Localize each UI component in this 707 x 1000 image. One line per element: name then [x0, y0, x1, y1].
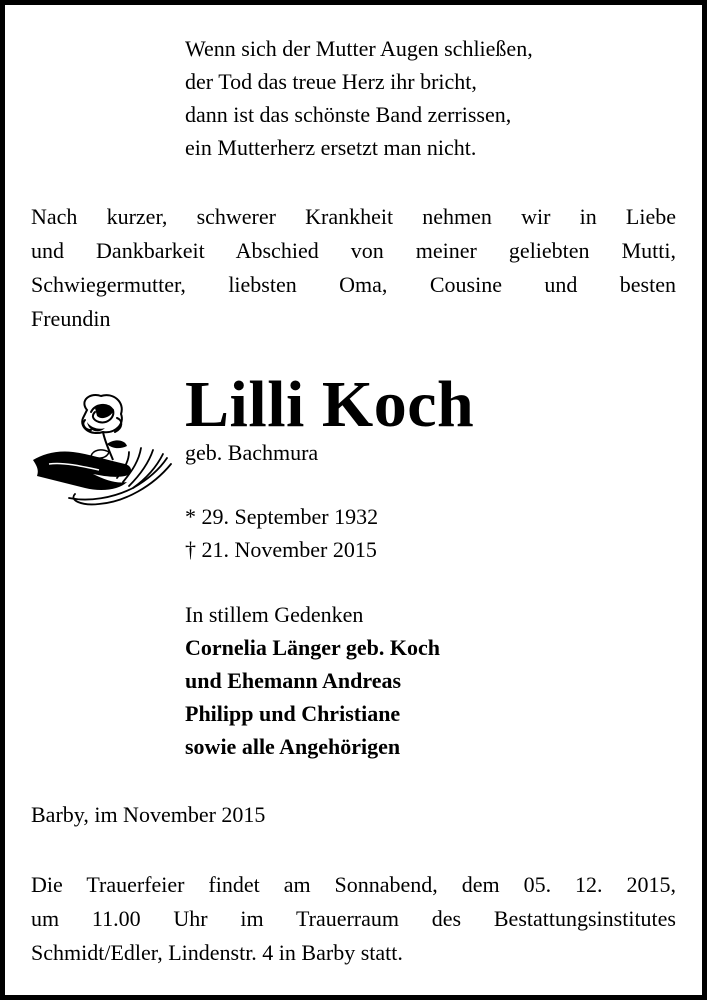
place-and-date: Barby, im November 2015	[31, 802, 266, 827]
birth-date: * 29. September 1932	[185, 504, 379, 529]
intro-line: Schwiegermutter, liebsten Oma, Cousine und besten	[31, 272, 676, 297]
service-line: um 11.00 Uhr im Trauerraum des Bestattungsinstitutes	[31, 906, 676, 931]
funeral-service-info	[31, 868, 676, 970]
intro-text	[31, 200, 676, 336]
mourner-line: und Ehemann Andreas	[185, 668, 402, 693]
mourner-line: sowie alle Angehörigen	[185, 734, 401, 759]
poem-line: dann ist das schönste Band zerrissen,	[185, 102, 512, 127]
mourners-heading: In stillem Gedenken	[185, 602, 364, 627]
service-line: Die Trauerfeier findet am Sonnabend, dem 05. 12. 2015,	[31, 872, 676, 897]
memorial-poem	[185, 32, 533, 164]
life-dates	[185, 500, 378, 566]
poem-line: ein Mutterherz ersetzt man nicht.	[185, 135, 477, 160]
service-line: Schmidt/Edler, Lindenstr. 4 in Barby statt.	[31, 940, 403, 965]
mourner-line: Philipp und Christiane	[185, 701, 401, 726]
maiden-name: geb. Bachmura	[185, 440, 319, 465]
death-date: † 21. November 2015	[185, 537, 377, 562]
intro-line: Nach kurzer, schwerer Krankheit nehmen wir in Liebe	[31, 204, 676, 229]
mourner-line: Cornelia Länger geb. Koch	[185, 635, 441, 660]
mourners-block	[185, 598, 440, 763]
poem-line: Wenn sich der Mutter Augen schließen,	[185, 36, 533, 61]
intro-line: Freundin	[31, 306, 111, 331]
poem-line: der Tod das treue Herz ihr bricht,	[185, 69, 477, 94]
deceased-name-block	[185, 367, 474, 467]
intro-line: und Dankbarkeit Abschied von meiner geliebten Mutti,	[31, 238, 676, 263]
rose-in-hands-icon	[29, 390, 179, 510]
deceased-name: Lilli Koch	[185, 368, 475, 441]
